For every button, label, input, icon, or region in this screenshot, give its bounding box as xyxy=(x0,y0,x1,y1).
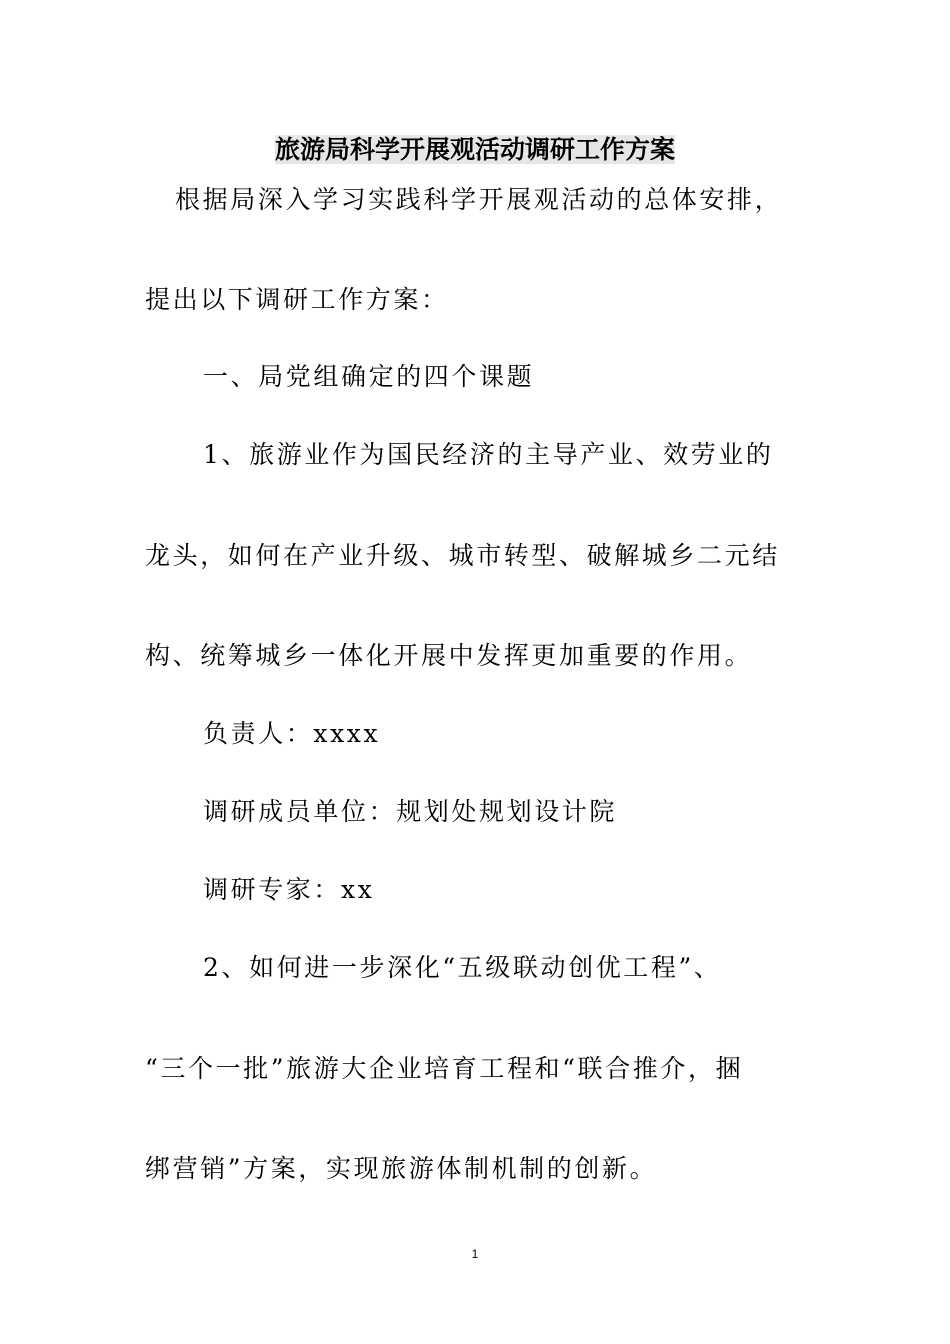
topic-1-line-3: 构、统筹城乡一体化开展中发挥更加重要的作用。 xyxy=(145,641,753,670)
topic-2-line-1: 2、如何进一步深化“五级联动创优工程”、 xyxy=(203,953,722,982)
topic-2-line-3: 绑营销”方案，实现旅游体制机制的创新。 xyxy=(145,1154,658,1183)
topic-1-expert: 调研专家：xx xyxy=(203,875,375,904)
document-title xyxy=(0,131,950,169)
intro-line-2: 提出以下调研工作方案： xyxy=(145,285,449,314)
document-title-text: 旅游局科学开展观活动调研工作方案 xyxy=(274,135,675,164)
page-number: 1 xyxy=(471,1247,479,1261)
section-heading-1: 一、局党组确定的四个课题 xyxy=(203,362,535,391)
topic-1-units: 调研成员单位：规划处规划设计院 xyxy=(203,797,618,826)
topic-1-line-2: 龙头，如何在产业升级、城市转型、破解城乡二元结 xyxy=(145,541,780,570)
topic-1-line-1: 1、旅游业作为国民经济的主导产业、效劳业的 xyxy=(203,440,774,469)
topic-2-line-2: “三个一批”旅游大企业培育工程和“联合推介，捆 xyxy=(145,1054,744,1083)
topic-1-owner: 负责人：xxxx xyxy=(203,719,381,748)
intro-line-1: 根据局深入学习实践科学开展观活动的总体安排， xyxy=(175,185,783,214)
